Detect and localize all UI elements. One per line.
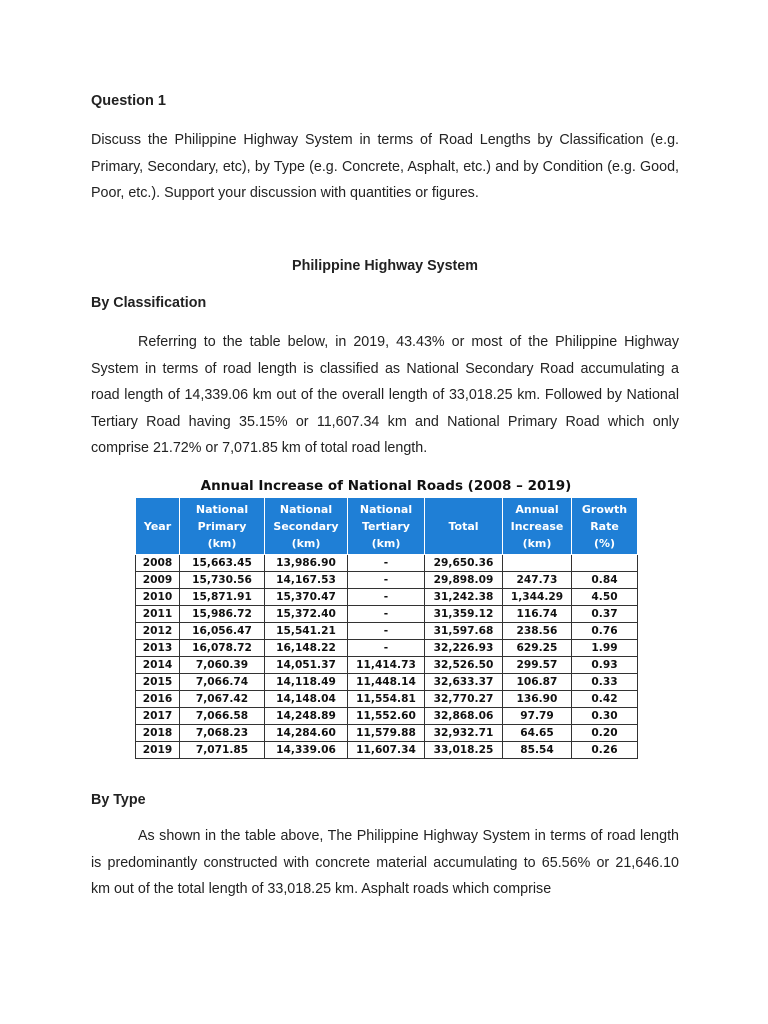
- table-cell: 4.50: [572, 589, 638, 606]
- table-row: [136, 657, 638, 674]
- table-cell: 32,932.71: [425, 725, 503, 742]
- table-cell: 2016: [136, 691, 180, 708]
- column-header-text: National: [195, 502, 249, 516]
- table-cell: 15,370.47: [265, 589, 348, 606]
- table-cell: -: [348, 606, 425, 623]
- table-cell: 1,344.29: [503, 589, 572, 606]
- column-header-text: Total: [448, 519, 479, 533]
- table-cell: 31,242.38: [425, 589, 503, 606]
- table-cell: 0.42: [572, 691, 638, 708]
- table-cell: 15,730.56: [180, 572, 265, 589]
- table-cell: [503, 555, 572, 572]
- table-row: [136, 623, 638, 640]
- table-cell: 2010: [136, 589, 180, 606]
- type-heading: By Type: [91, 792, 146, 808]
- column-header-text: Tertiary: [362, 519, 410, 533]
- column-header: [180, 498, 265, 555]
- table-cell: 2011: [136, 606, 180, 623]
- table-cell: 0.76: [572, 623, 638, 640]
- type-body: As shown in the table above, The Philippine Highway System in terms of road length is predominantly constructed with concrete material accumulating to 65.56% or 21,646.10 km out of the total length of 33,018.25 km. Asphalt roads which comprise: [91, 828, 679, 897]
- table-cell: 0.93: [572, 657, 638, 674]
- table-body: [136, 555, 638, 759]
- column-header: [425, 498, 503, 555]
- table-cell: 11,607.34: [348, 742, 425, 759]
- column-header: [572, 498, 638, 555]
- table-cell: 97.79: [503, 708, 572, 725]
- table-cell: 629.25: [503, 640, 572, 657]
- table-cell: 29,650.36: [425, 555, 503, 572]
- table-row: [136, 555, 638, 572]
- table-cell: 11,554.81: [348, 691, 425, 708]
- classification-body: Referring to the table below, in 2019, 43.43% or most of the Philippine Highway System in terms of road length is classified as National Secondary Road accumulating a road length of 14,339.06 km out of the overall length of 33,018.25 km. Followed by National Tertiary Road having 35.15% or 11,607.34 km and National Primary Road which only comprise 21.72% or 7,071.85 km of total road length.: [91, 334, 679, 456]
- table-cell: 116.74: [503, 606, 572, 623]
- table-cell: 14,051.37: [265, 657, 348, 674]
- table-cell: 32,226.93: [425, 640, 503, 657]
- table-title: Annual Increase of National Roads (2008 – 2019): [200, 478, 572, 494]
- table-cell: 85.54: [503, 742, 572, 759]
- table-row: [136, 674, 638, 691]
- column-header-text: Annual: [515, 502, 559, 516]
- table-cell: 15,986.72: [180, 606, 265, 623]
- table-cell: 16,078.72: [180, 640, 265, 657]
- table-cell: -: [348, 640, 425, 657]
- table-cell: 14,284.60: [265, 725, 348, 742]
- table-cell: 15,871.91: [180, 589, 265, 606]
- table-cell: 0.20: [572, 725, 638, 742]
- table-cell: -: [348, 589, 425, 606]
- table-cell: 29,898.09: [425, 572, 503, 589]
- column-header-text: (km): [522, 536, 552, 550]
- table-cell: 14,118.49: [265, 674, 348, 691]
- table-cell: 1.99: [572, 640, 638, 657]
- table-row: [136, 742, 638, 759]
- table-cell: 33,018.25: [425, 742, 503, 759]
- table-row: [136, 606, 638, 623]
- table-cell: 15,541.21: [265, 623, 348, 640]
- column-header-text: National: [359, 502, 413, 516]
- table-cell: 11,414.73: [348, 657, 425, 674]
- table-cell: 11,552.60: [348, 708, 425, 725]
- table-cell: 16,056.47: [180, 623, 265, 640]
- column-header-text: Growth: [581, 502, 628, 516]
- table-cell: 2014: [136, 657, 180, 674]
- table-cell: 7,071.85: [180, 742, 265, 759]
- table-cell: 7,066.58: [180, 708, 265, 725]
- table-cell: 247.73: [503, 572, 572, 589]
- table-cell: 11,579.88: [348, 725, 425, 742]
- column-header-text: (km): [291, 536, 321, 550]
- column-header-text: Increase: [510, 519, 564, 533]
- question-body: Discuss the Philippine Highway System in terms of Road Lengths by Classification (e.g. Primary, Secondary, etc), by Type (e.g. Concrete, Asphalt, etc.) and by Condition (e.g. Good, Poor, etc.). Support your discussion with quantities or figures.: [91, 132, 679, 201]
- column-header-text: Secondary: [273, 519, 339, 533]
- table-cell: 14,148.04: [265, 691, 348, 708]
- column-header-text: Rate: [590, 519, 619, 533]
- table-cell: 32,868.06: [425, 708, 503, 725]
- classification-heading: By Classification: [91, 295, 207, 311]
- table-cell: -: [348, 572, 425, 589]
- table-cell: 2018: [136, 725, 180, 742]
- table-row: [136, 572, 638, 589]
- column-header-text: Primary: [197, 519, 247, 533]
- table-header-row: [136, 498, 638, 555]
- table-cell: 2017: [136, 708, 180, 725]
- national-roads-table: [135, 497, 638, 759]
- column-header-text: National: [279, 502, 333, 516]
- table-cell: 14,167.53: [265, 572, 348, 589]
- table-cell: 2019: [136, 742, 180, 759]
- column-header: [348, 498, 425, 555]
- column-header-text: (km): [371, 536, 401, 550]
- table-row: [136, 640, 638, 657]
- table-cell: 11,448.14: [348, 674, 425, 691]
- table-cell: 0.30: [572, 708, 638, 725]
- table-cell: 32,633.37: [425, 674, 503, 691]
- column-header-text: (%): [593, 536, 616, 550]
- table-cell: 16,148.22: [265, 640, 348, 657]
- table-cell: 15,372.40: [265, 606, 348, 623]
- table-cell: 238.56: [503, 623, 572, 640]
- section-title: Philippine Highway System: [292, 258, 478, 274]
- table-cell: 14,339.06: [265, 742, 348, 759]
- column-header-text: (km): [207, 536, 237, 550]
- table-cell: 2008: [136, 555, 180, 572]
- question-title: Question 1: [91, 93, 166, 109]
- table-row: [136, 589, 638, 606]
- column-header: [136, 498, 180, 555]
- table-cell: 13,986.90: [265, 555, 348, 572]
- table-cell: 7,060.39: [180, 657, 265, 674]
- table-cell: 2012: [136, 623, 180, 640]
- table-cell: 14,248.89: [265, 708, 348, 725]
- table-cell: [572, 555, 638, 572]
- table-cell: 15,663.45: [180, 555, 265, 572]
- table-cell: 64.65: [503, 725, 572, 742]
- table-cell: 32,526.50: [425, 657, 503, 674]
- table-row: [136, 691, 638, 708]
- table-cell: 136.90: [503, 691, 572, 708]
- table-cell: 2013: [136, 640, 180, 657]
- table-cell: 0.33: [572, 674, 638, 691]
- column-header-text: Year: [143, 519, 172, 533]
- table-cell: -: [348, 555, 425, 572]
- table-cell: 0.26: [572, 742, 638, 759]
- table-row: [136, 708, 638, 725]
- column-header: [265, 498, 348, 555]
- table-cell: 2009: [136, 572, 180, 589]
- table-cell: 106.87: [503, 674, 572, 691]
- table-cell: 0.37: [572, 606, 638, 623]
- table-cell: 7,067.42: [180, 691, 265, 708]
- table-cell: 32,770.27: [425, 691, 503, 708]
- column-header: [503, 498, 572, 555]
- table-row: [136, 725, 638, 742]
- table-cell: 31,359.12: [425, 606, 503, 623]
- table-cell: 31,597.68: [425, 623, 503, 640]
- table-cell: 7,066.74: [180, 674, 265, 691]
- table-cell: 0.84: [572, 572, 638, 589]
- table-cell: 299.57: [503, 657, 572, 674]
- table-cell: 2015: [136, 674, 180, 691]
- table-cell: 7,068.23: [180, 725, 265, 742]
- table-cell: -: [348, 623, 425, 640]
